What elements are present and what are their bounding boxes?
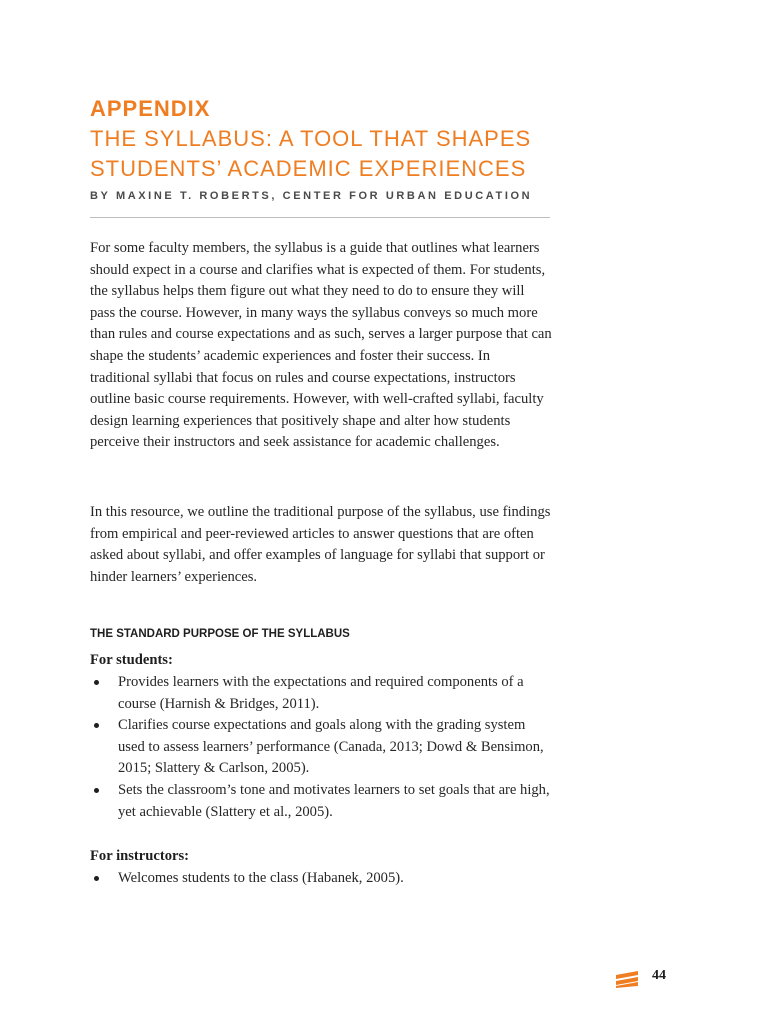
intro-paragraph-2: In this resource, we outline the traditional purpose of the syllabus, use findings from empirical and peer-reviewed articles to answer questions that are often asked about syllabi, and offer examples of language for syllabi that support or hinder learners’ experiences. [90, 504, 551, 585]
page-number: 44 [652, 968, 666, 983]
bullet-icon [94, 876, 99, 881]
appendix-label: APPENDIX [90, 96, 211, 121]
students-subheading: For students: [90, 652, 173, 668]
students-bullet-list [90, 672, 552, 823]
bullet-icon [94, 680, 99, 685]
instructors-bullet-list [90, 868, 552, 890]
list-item [90, 715, 552, 780]
cue-logo-icon [614, 970, 640, 988]
section-heading: THE STANDARD PURPOSE OF THE SYLLABUS [90, 628, 350, 640]
instructors-subheading: For instructors: [90, 848, 190, 864]
list-item [90, 672, 552, 715]
list-item-text: Sets the classroom’s tone and motivates learners to set goals that are high, yet achievable (Slattery et al., 2005). [118, 781, 550, 820]
intro-paragraph-1: For some faculty members, the syllabus is a guide that outlines what learners should expect in a course and clarifies what is expected of them. For students, the syllabus helps them figure out what they need to do to ensure they will pass the course. However, in many ways the syllabus conveys so much more than rules and course expectations and as such, serves a larger purpose that can shape the students’ academic experiences and foster their success. In traditional syllabi that focus on rules and course expectations, instructors outline basic course requirements. However, with well-crafted syllabi, faculty design learning experiences that positively shape and alter how students perceive their instructors and seek assistance for academic challenges. [90, 240, 552, 451]
list-item-text: Clarifies course expectations and goals along with the grading system used to assess learners’ performance (Canada, 2013; Dowd & Bensimon, 2015; Slattery & Carlson, 2005). [118, 717, 544, 777]
list-item-text: Provides learners with the expectations and required components of a course (Harnish & Bridges, 2011). [118, 674, 524, 712]
title-line-1: THE SYLLABUS: A TOOL THAT SHAPES [90, 126, 532, 151]
bullet-icon [94, 788, 99, 793]
list-item-text: Welcomes students to the class (Habanek, 2005). [118, 870, 404, 886]
list-item [90, 868, 552, 890]
appendix-header [90, 94, 550, 218]
header-divider [90, 217, 550, 218]
title-line-2: STUDENTS’ ACADEMIC EXPERIENCES [90, 156, 527, 181]
bullet-icon [94, 723, 99, 728]
byline: BY MAXINE T. ROBERTS, CENTER FOR URBAN EDUCATION [90, 190, 533, 202]
list-item [90, 780, 552, 823]
